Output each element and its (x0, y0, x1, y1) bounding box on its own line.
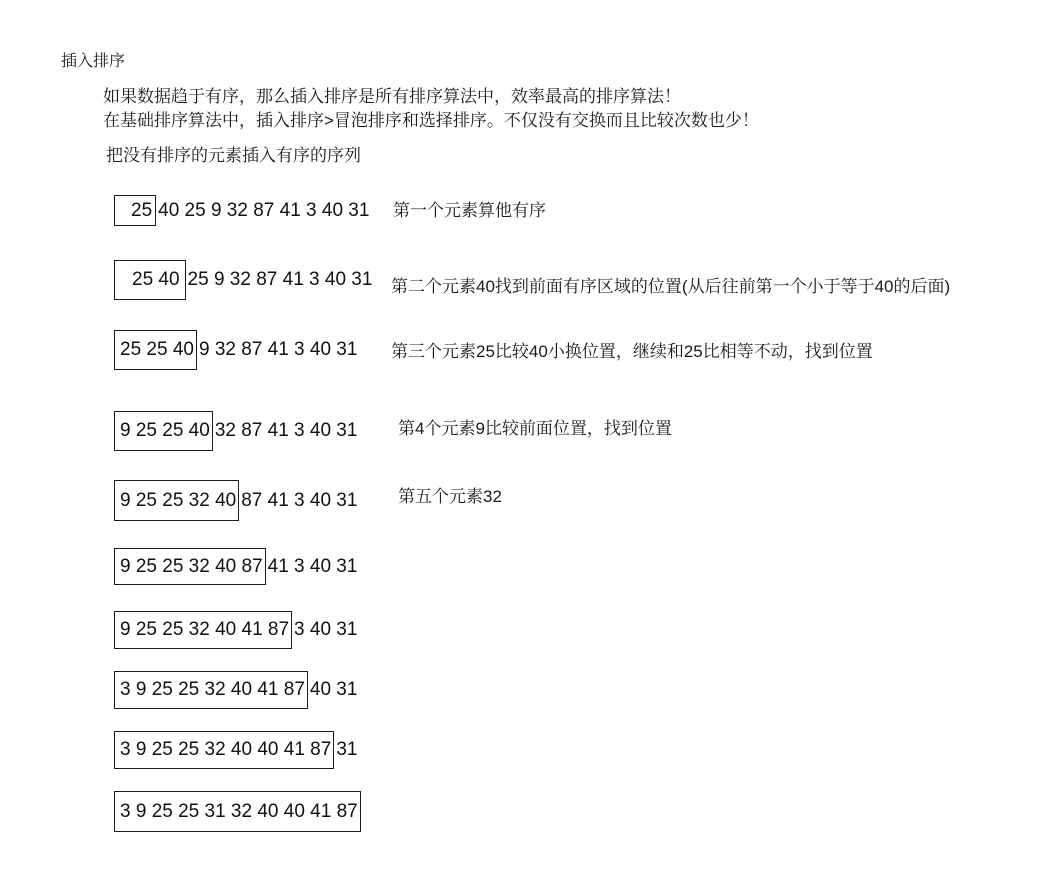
step-annotation: 第三个元素25比较40小换位置，继续和25比相等不动，找到位置 (391, 342, 873, 361)
number-sequence (114, 411, 357, 451)
sorted-region-box (114, 195, 156, 226)
number-sequence (114, 671, 357, 709)
sorted-values: 9 25 25 32 40 41 87 (120, 619, 290, 640)
sorted-region-box (114, 611, 292, 649)
intro-line-2: 在基础排序算法中，插入排序>冒泡排序和选择排序。不仅没有交换而且比较次数也少！ (103, 111, 759, 130)
sorted-values: 3 9 25 25 32 40 41 87 (120, 679, 305, 700)
unsorted-values: 31 (336, 739, 358, 760)
sorted-values: 9 25 25 32 40 87 (120, 555, 263, 577)
intro-subtitle: 把没有排序的元素插入有序的序列 (106, 146, 361, 165)
unsorted-values: 25 9 32 87 41 3 40 31 (187, 269, 373, 290)
sorted-values: 9 25 25 32 40 (120, 489, 237, 511)
sorted-values: 25 40 (132, 269, 180, 290)
step-annotation: 第二个元素40找到前面有序区域的位置(从后往前第一个小于等于40的后面) (391, 277, 951, 296)
unsorted-values: 87 41 3 40 31 (241, 489, 358, 511)
sorted-region-box (114, 330, 197, 370)
number-sequence (114, 731, 357, 769)
step-annotation: 第4个元素9比较前面位置，找到位置 (398, 419, 672, 438)
unsorted-values: 41 3 40 31 (267, 555, 358, 577)
number-sequence (114, 611, 357, 649)
sorted-values: 9 25 25 40 (120, 420, 210, 441)
page-title: 插入排序 (61, 53, 126, 70)
unsorted-values: 32 87 41 3 40 31 (214, 420, 358, 441)
sorted-values: 3 9 25 25 32 40 40 41 87 (120, 739, 332, 760)
number-sequence (114, 330, 357, 370)
number-sequence (114, 260, 372, 300)
intro-line-1: 如果数据趋于有序，那么插入排序是所有排序算法中，效率最高的排序算法！ (103, 87, 681, 106)
sorted-region-box (114, 671, 308, 709)
sorted-region-box (114, 791, 361, 832)
sorted-values: 25 25 40 (120, 339, 194, 360)
step-annotation: 第五个元素32 (398, 487, 502, 506)
number-sequence (114, 480, 357, 521)
number-sequence (114, 791, 363, 832)
unsorted-values: 40 31 (309, 679, 358, 700)
unsorted-values: 40 25 9 32 87 41 3 40 31 (158, 199, 370, 221)
sorted-region-box (114, 548, 266, 585)
step-annotation: 第一个元素算他有序 (393, 201, 546, 220)
number-sequence (114, 195, 369, 226)
sorted-region-box (114, 411, 213, 451)
sorted-values: 25 (131, 199, 153, 221)
sorted-values: 3 9 25 25 31 32 40 40 41 87 (120, 800, 358, 822)
sorted-region-box (114, 260, 186, 300)
number-sequence (114, 548, 357, 585)
unsorted-values: 9 32 87 41 3 40 31 (198, 339, 358, 360)
unsorted-values: 3 40 31 (294, 619, 358, 640)
sorted-region-box (114, 731, 334, 769)
sorted-region-box (114, 480, 239, 521)
